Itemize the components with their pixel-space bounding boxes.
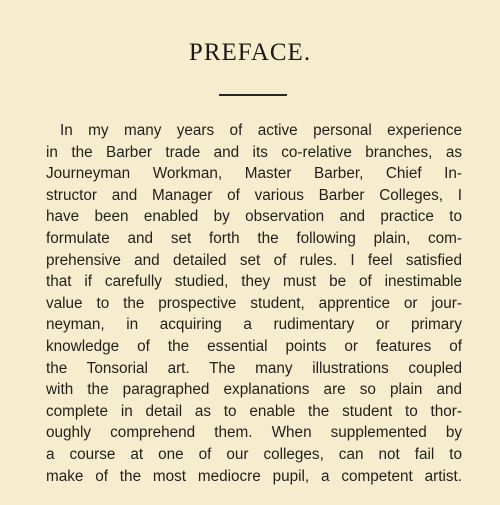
paragraph-line: knowledge of the essential points or features of <box>46 337 462 355</box>
paragraph-line: In my many years of active personal experience <box>60 122 462 139</box>
paragraph-line: oughly comprehend them. When supplemented by <box>46 424 462 442</box>
paragraph-line: with the paragraphed explanations are so plain and <box>46 381 462 399</box>
paragraph-line: complete in detail as to enable the student to thor- <box>46 402 462 420</box>
paragraph-line: structor and Manager of various Barber Colleges, I <box>46 186 462 204</box>
paragraph-line: have been enabled by observation and practice to <box>46 208 462 226</box>
paragraph-line: Journeyman Workman, Master Barber, Chief In- <box>46 165 462 183</box>
paragraph-line: neyman, in acquiring a rudimentary or primary <box>46 316 462 334</box>
page-title: PREFACE. <box>188 39 312 66</box>
paragraph-line: the Tonsorial art. The many illustrations coupled <box>46 359 462 377</box>
paragraph-line: prehensive and detailed set of rules. I feel satisfied <box>46 251 462 269</box>
preface-paragraph <box>46 120 462 487</box>
paragraph-line: value to the prospective student, apprentice or jour- <box>46 294 462 312</box>
paragraph-line: a course at one of our colleges, can not fail to <box>46 445 462 463</box>
paragraph-line: formulate and set forth the following plain, com- <box>46 229 462 247</box>
paragraph-line: make of the most mediocre pupil, a competent artist. <box>46 467 462 485</box>
paragraph-line: that if carefully studied, they must be of inestimable <box>46 273 462 291</box>
title-divider <box>219 94 287 96</box>
paragraph-line: in the Barber trade and its co-relative branches, as <box>46 143 462 161</box>
